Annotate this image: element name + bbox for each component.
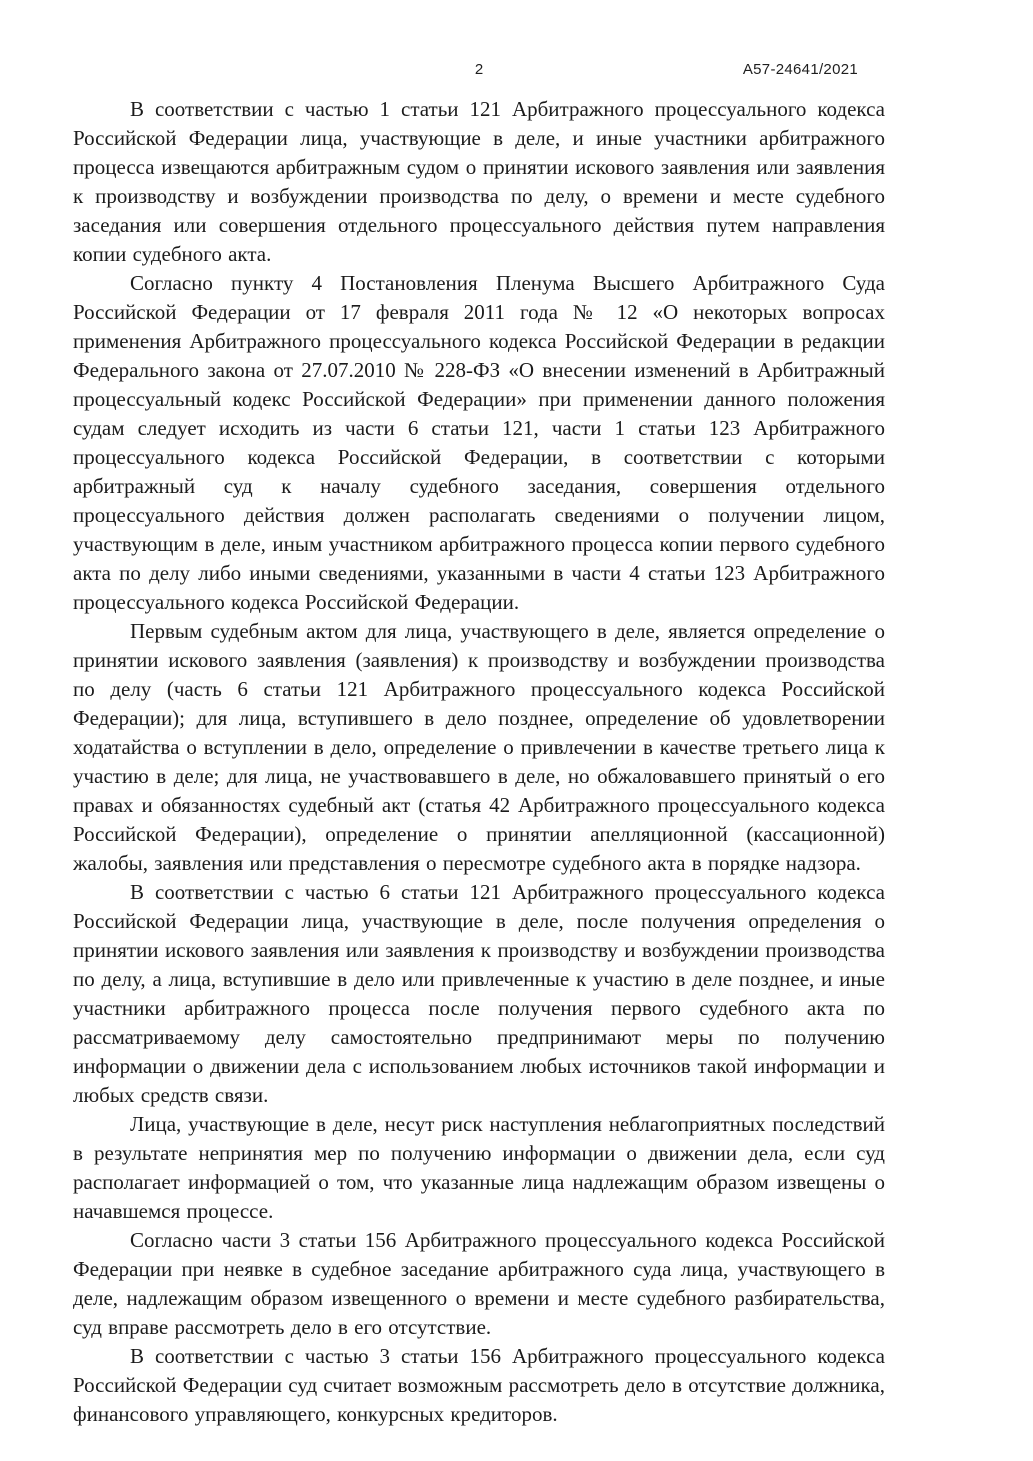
paragraph-5: Лица, участвующие в деле, несут риск наступления неблагоприятных последствий в результате непринятия мер по получению информации о движении дела, если суд располагает информацией о том, что указанные лица надлежащим образом извещены о начавшемся процессе. <box>73 1112 885 1223</box>
case-number: А57-24641/2021 <box>742 61 858 78</box>
document-body <box>73 95 885 1429</box>
paragraph-7: В соответствии с частью 3 статьи 156 Арбитражного процессуального кодекса Российской Федерации суд считает возможным рассмотреть дело в отсутствие должника, финансового управляющего, конкурсных кредиторов. <box>73 1344 885 1426</box>
paragraph-1: В соответствии с частью 1 статьи 121 Арбитражного процессуального кодекса Российской Федерации лица, участвующие в деле, и иные участники арбитражного процесса извещаются арбитражным судом о принятии искового заявления или заявления к производству и возбуждении производства по делу, о времени и месте судебного заседания или совершения отдельного процессуального действия путем направления копии судебного акта. <box>73 97 885 266</box>
paragraph-3: Первым судебным актом для лица, участвующего в деле, является определение о принятии искового заявления (заявления) к производству и возбуждении производства по делу (часть 6 статьи 121 Арбитражного процессуального кодекса Российской Федерации); для лица, вступившего в дело позднее, определение об удовлетворении ходатайства о вступлении в дело, определение о привлечении в качестве третьего лица к участию в деле; для лица, не участвовавшего в деле, но обжаловавшего принятый о его правах и обязанностях судебный акт (статья 42 Арбитражного процессуального кодекса Российской Федерации), определение о принятии апелляционной (кассационной) жалобы, заявления или представления о пересмотре судебного акта в порядке надзора. <box>73 619 885 875</box>
paragraph-2: Согласно пункту 4 Постановления Пленума Высшего Арбитражного Суда Российской Федерации от 17 февраля 2011 года № 12 «О некоторых вопросах применения Арбитражного процессуального кодекса Российской Федерации в редакции Федерального закона от 27.07.2010 № 228-ФЗ «О внесении изменений в Арбитражный процессуальный кодекс Российской Федерации» при применении данного положения судам следует исходить из части 6 статьи 121, части 1 статьи 123 Арбитражного процессуального кодекса Российской Федерации, в соответствии с которыми арбитражный суд к началу судебного заседания, совершения отдельного процессуального действия должен располагать сведениями о получении лицом, участвующим в деле, иным участником арбитражного процесса копии первого судебного акта по делу либо иными сведениями, указанными в части 4 статьи 123 Арбитражного процессуального кодекса Российской Федерации. <box>73 271 885 614</box>
page-header <box>73 61 885 81</box>
paragraph-6: Согласно части 3 статьи 156 Арбитражного процессуального кодекса Российской Федерации при неявке в судебное заседание арбитражного суда лица, участвующего в деле, надлежащим образом извещенного о времени и месте судебного разбирательства, суд вправе рассмотреть дело в его отсутствие. <box>73 1228 885 1339</box>
paragraph-4: В соответствии с частью 6 статьи 121 Арбитражного процессуального кодекса Российской Федерации лица, участвующие в деле, после получения определения о принятии искового заявления или заявления к производству и возбуждении производства по делу, а лица, вступившие в дело или привлеченные к участию в деле позднее, и иные участники арбитражного процесса после получения первого судебного акта по рассматриваемому делу самостоятельно предпринимают меры по получению информации о движении дела с использованием любых источников такой информации и любых средств связи. <box>73 880 885 1107</box>
page-number: 2 <box>474 61 484 78</box>
